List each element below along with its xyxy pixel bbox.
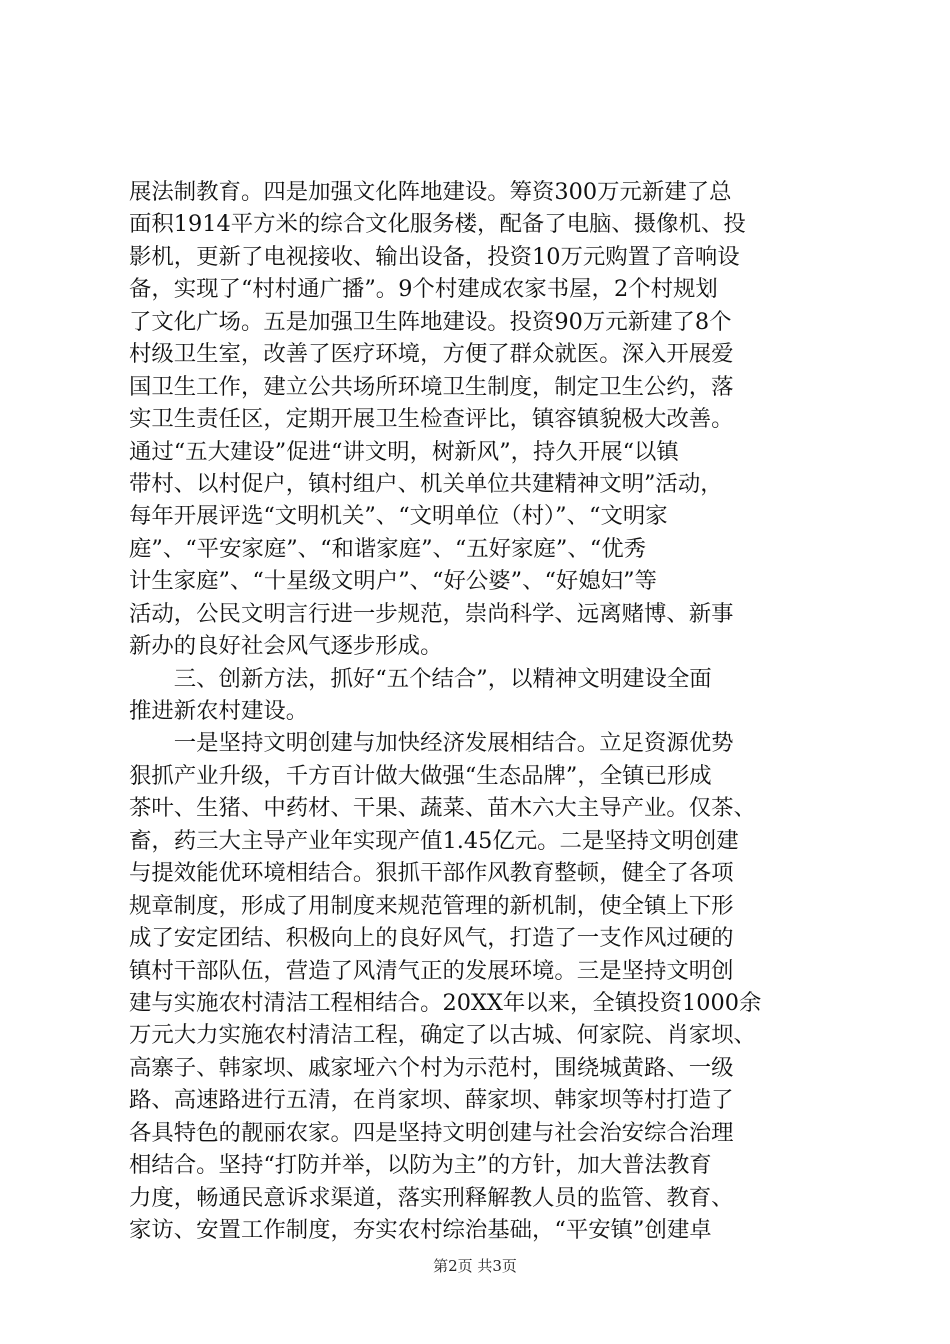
text-line: 村级卫生室，改善了医疗环境，方便了群众就医。深入开展爱 — [129, 341, 734, 368]
text-line: 新办的良好社会风气逐步形成。 — [129, 633, 443, 660]
text-line: 万元大力实施农村清洁工程，确定了以古城、何家院、肖家坝、 — [129, 1022, 756, 1049]
text-line: 影机，更新了电视接收、输出设备，投资10万元购置了音响设 — [129, 243, 740, 270]
text-line: 力度，畅通民意诉求渠道，落实刑释解教人员的监管、教育、 — [129, 1184, 734, 1211]
text-line: 狠抓产业升级，千方百计做大做强“生态品牌”，全镇已形成 — [129, 762, 712, 789]
text-line: 成了安定团结、积极向上的良好风气，打造了一支作风过硬的 — [129, 925, 734, 952]
page-footer: 第2页 共3页 — [433, 1257, 517, 1275]
text-line: 路、高速路进行五清，在肖家坝、薛家坝、韩家坝等村打造了 — [129, 1087, 734, 1114]
text-line: 了文化广场。五是加强卫生阵地建设。投资90万元新建了8个 — [129, 308, 732, 335]
text-line: 庭”、“平安家庭”、“和谐家庭”、“五好家庭”、“优秀 — [129, 535, 646, 562]
text-line: 与提效能优环境相结合。狠抓干部作风教育整顿，健全了各项 — [129, 860, 734, 887]
text-line: 相结合。坚持“打防并举，以防为主”的方针，加大普法教育 — [129, 1152, 712, 1179]
text-line: 家访、安置工作制度，夯实农村综治基础，“平安镇”创建卓 — [129, 1217, 712, 1243]
text-line: 规章制度，形成了用制度来规范管理的新机制，使全镇上下形 — [129, 892, 734, 919]
text-line: 通过“五大建设”促进“讲文明，树新风”，持久开展“以镇 — [129, 438, 679, 465]
text-line: 计生家庭”、“十星级文明户”、“好公婆”、“好媳妇”等 — [129, 568, 657, 595]
text-line: 推进新农村建设。 — [129, 698, 309, 724]
text-line: 国卫生工作，建立公共场所环境卫生制度，制定卫生公约，落 — [129, 373, 734, 400]
text-line: 带村、以村促户，镇村组户、机关单位共建精神文明”活动， — [129, 470, 723, 497]
text-line: 茶叶、生猪、中药材、干果、蔬菜、苗木六大主导产业。仅茶、 — [129, 795, 756, 822]
text-line: 各具特色的靓丽农家。四是坚持文明创建与社会治安综合治理 — [129, 1119, 734, 1146]
text-line: 面积1914平方米的综合文化服务楼，配备了电脑、摄像机、投 — [129, 211, 746, 238]
text-line: 活动，公民文明言行进一步规范，崇尚科学、远离赌博、新事 — [129, 600, 734, 627]
text-line: 备，实现了“村村通广播”。9个村建成农家书屋，2个村规划 — [129, 276, 718, 303]
text-line: 畜，药三大主导产业年实现产值1.45亿元。二是坚持文明创建 — [129, 827, 739, 854]
text-line: 三、创新方法，抓好“五个结合”，以精神文明建设全面 — [129, 665, 712, 692]
text-line: 高寨子、韩家坝、戚家垭六个村为示范村，围绕城黄路、一级 — [129, 1054, 734, 1081]
text-line: 一是坚持文明创建与加快经济发展相结合。立足资源优势 — [129, 730, 734, 757]
text-line: 实卫生责任区，定期开展卫生检查评比，镇容镇貌极大改善。 — [129, 406, 734, 433]
text-line: 建与实施农村清洁工程相结合。20XX年以来，全镇投资1000余 — [129, 989, 762, 1016]
body-text — [129, 176, 829, 1246]
text-line: 镇村干部队伍，营造了风清气正的发展环境。三是坚持文明创 — [129, 957, 734, 984]
text-line: 每年开展评选“文明机关”、“文明单位（村）”、“文明家 — [129, 503, 668, 530]
text-line: 展法制教育。四是加强文化阵地建设。筹资300万元新建了总 — [129, 179, 732, 205]
